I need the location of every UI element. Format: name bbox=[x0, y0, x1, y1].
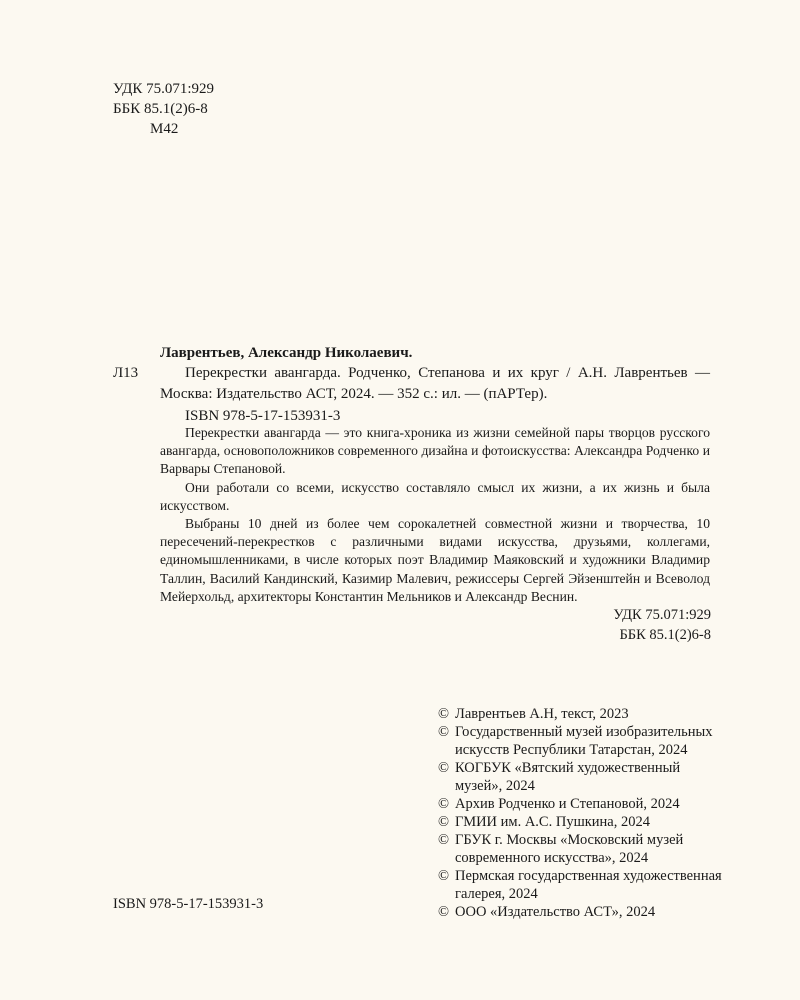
copyright-text: КОГБУК «Вятский художественный музей», 2024 bbox=[455, 760, 681, 794]
copyright-text: Государственный музей изобразительных искусств Республики Татарстан, 2024 bbox=[455, 724, 713, 758]
copyright-item bbox=[438, 705, 728, 723]
copyright-icon: © bbox=[438, 724, 450, 740]
copyright-item bbox=[438, 795, 728, 813]
record-isbn: ISBN 978-5-17-153931-3 bbox=[185, 408, 341, 424]
author-mark: М42 bbox=[150, 121, 179, 137]
copyright-text: ГБУК г. Москвы «Московский музей современного искусства», 2024 bbox=[455, 832, 684, 866]
bibliographic-record bbox=[160, 363, 710, 427]
copyright-item bbox=[438, 903, 728, 921]
annotation-paragraph: Они работали со всеми, искусство составляло смысл их жизни, а их жизнь и была искусством. bbox=[160, 479, 710, 513]
copyright-icon: © bbox=[438, 796, 450, 812]
udk-code-right: УДК 75.071:929 bbox=[613, 607, 711, 623]
record-author: Лаврентьев, Александр Николаевич. bbox=[160, 345, 413, 361]
udk-code: УДК 75.071:929 bbox=[113, 81, 215, 97]
annotation bbox=[160, 424, 710, 606]
copyright-text: Пермская государственная художественная галерея, 2024 bbox=[455, 868, 722, 902]
copyright-list bbox=[438, 705, 728, 921]
copyright-item bbox=[438, 759, 728, 795]
copyright-icon: © bbox=[438, 904, 450, 920]
copyright-icon: © bbox=[438, 832, 450, 848]
record-description: Перекрестки авангарда. Родченко, Степанова и их круг / А.Н. Лаврентьев — Москва: Издательство АСТ, 2024. — 352 с.: ил. — (пАРТер). bbox=[160, 365, 710, 402]
copyright-item bbox=[438, 831, 728, 867]
classification-codes-right bbox=[613, 605, 711, 645]
copyright-item bbox=[438, 813, 728, 831]
copyright-icon: © bbox=[438, 760, 450, 776]
call-number: Л13 bbox=[113, 365, 139, 381]
classification-codes bbox=[113, 79, 214, 139]
bbk-code-right: ББК 85.1(2)6-8 bbox=[619, 627, 711, 643]
isbn-bottom: ISBN 978-5-17-153931-3 bbox=[113, 896, 264, 912]
copyright-icon: © bbox=[438, 706, 450, 722]
copyright-text: ООО «Издательство АСТ», 2024 bbox=[455, 904, 656, 920]
annotation-paragraph: Перекрестки авангарда — это книга-хроника из жизни семейной пары творцов русского авангарда, основоположников современного дизайна и фотоискусства: Александра Родченко и Варвары Степановой. bbox=[160, 425, 710, 477]
annotation-paragraph: Выбраны 10 дней из более чем сорокалетней совместной жизни и творчества, 10 пересечений-перекрестков с различными видами искусства, друзьями, коллегами, единомышленниками, в числе которых поэт Владимир Маяковский и художники Владимир Таллин, Василий Кандинский, Казимир Малевич, режиссеры Сергей Эйзенштейн и Всеволод Мейерхольд, архитекторы Константин Мельников и Александр Веснин. bbox=[160, 516, 710, 604]
copyright-item bbox=[438, 723, 728, 759]
copyright-text: ГМИИ им. А.С. Пушкина, 2024 bbox=[455, 814, 650, 830]
copyright-icon: © bbox=[438, 868, 450, 884]
copyright-item bbox=[438, 867, 728, 903]
copyright-icon: © bbox=[438, 814, 450, 830]
bbk-code: ББК 85.1(2)6-8 bbox=[113, 101, 208, 117]
copyright-text: Лаврентьев А.Н, текст, 2023 bbox=[455, 706, 629, 722]
copyright-text: Архив Родченко и Степановой, 2024 bbox=[455, 796, 680, 812]
